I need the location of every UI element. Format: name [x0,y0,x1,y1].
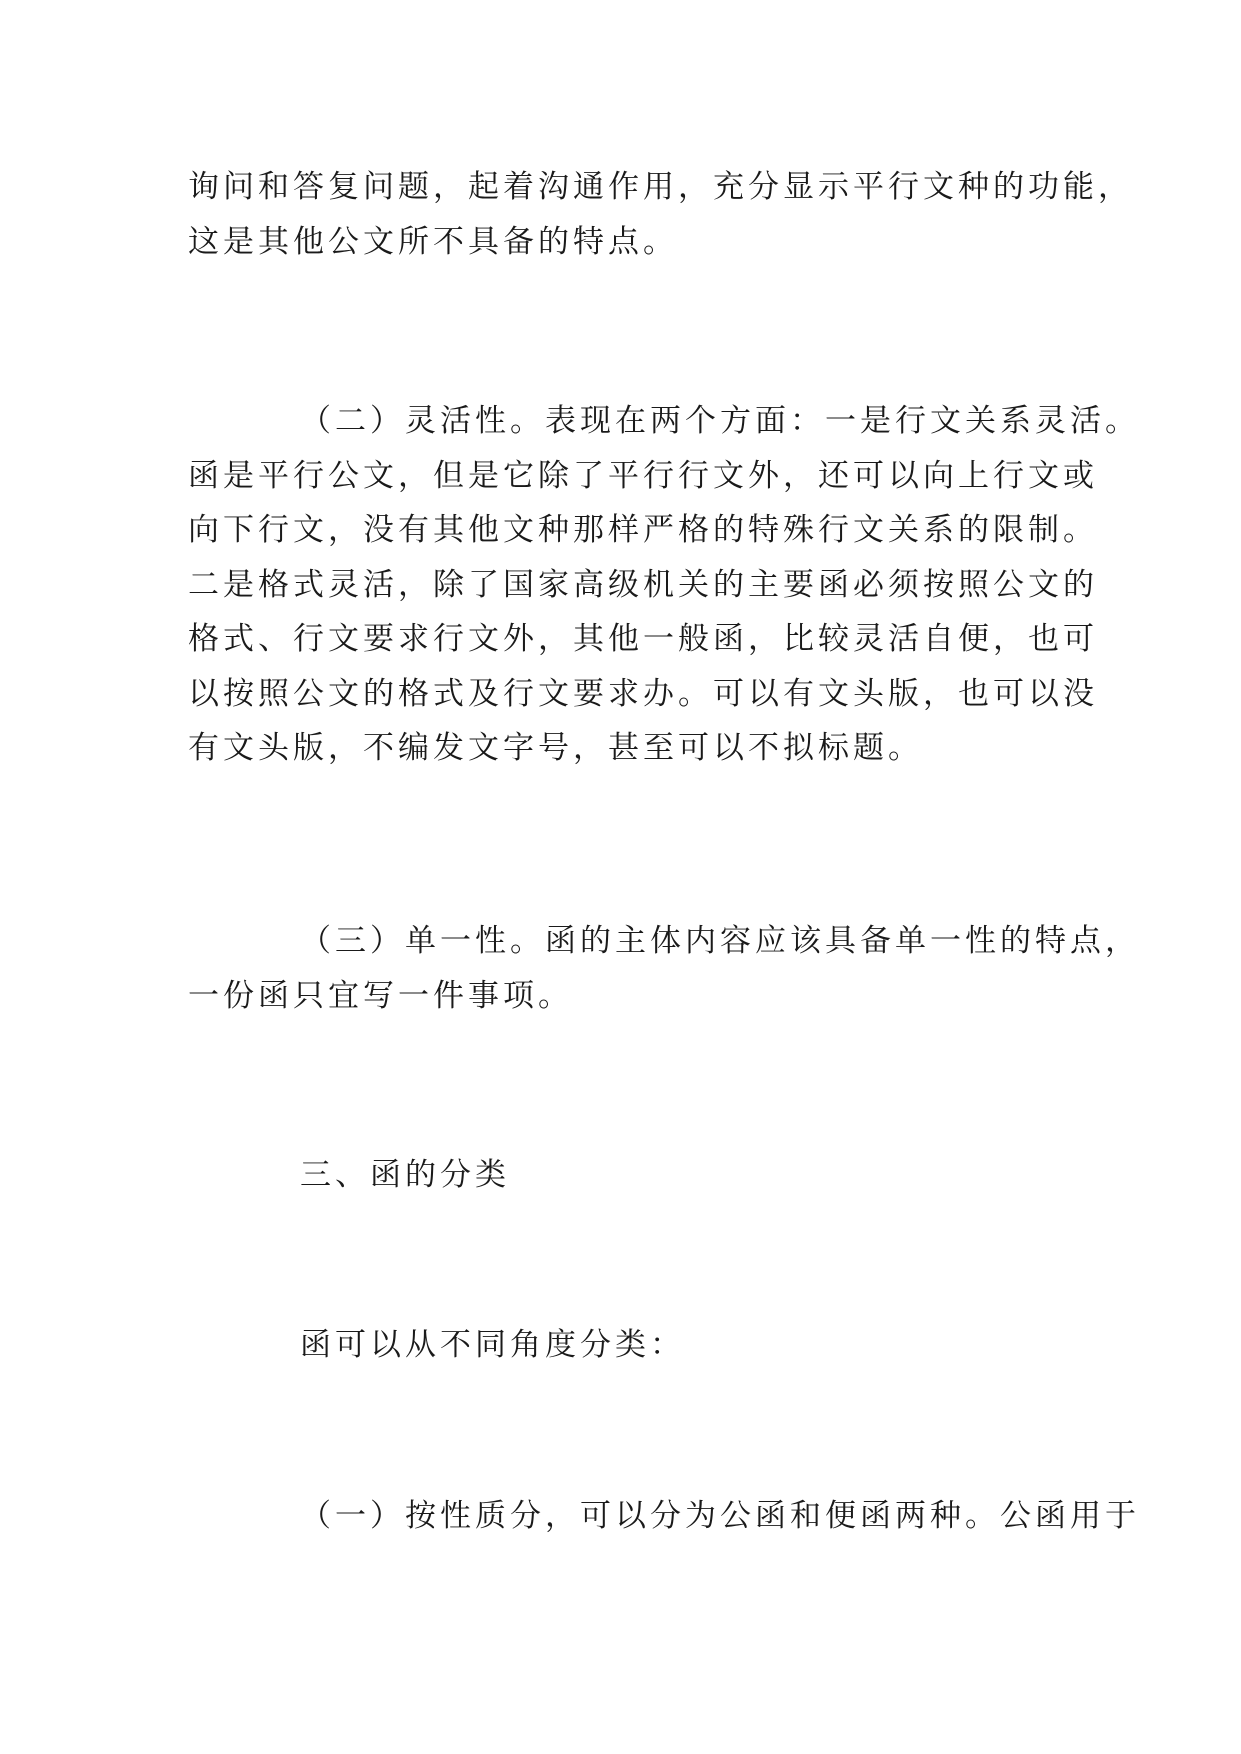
section-heading [188,1148,1058,1203]
text-line: 有文头版，不编发文字号，甚至可以不拟标题。 [188,730,923,766]
text-line: （一）按性质分，可以分为公函和便函两种。公函用于 [300,1498,1140,1534]
text-line: （二）灵活性。表现在两个方面：一是行文关系灵活。 [300,403,1140,439]
text-line: 一份函只宜写一件事项。 [188,977,573,1014]
text-line: 询问和答复问题，起着沟通作用，充分显示平行文种的功能， [188,169,1133,205]
text-line: 函可以从不同角度分类： [300,1327,685,1363]
text-line: 向下行文，没有其他文种那样严格的特殊行文关系的限制。 [188,512,1098,548]
paragraph-communication-function [188,160,1133,269]
heading-text: 三、函的分类 [300,1157,510,1193]
text-line: 以按照公文的格式及行文要求办。可以有文头版，也可以没 [188,675,1098,712]
text-line: 函是平行公文，但是它除了平行行文外，还可以向上行文或 [188,457,1098,494]
text-line: 这是其他公文所不具备的特点。 [188,223,678,260]
paragraph-flexibility [188,394,1140,776]
text-line: 二是格式灵活，除了国家高级机关的主要函必须按照公文的 [188,566,1098,603]
text-line: 格式、行文要求行文外，其他一般函，比较灵活自便，也可 [188,621,1098,657]
paragraph-singularity [188,914,1140,1023]
paragraph-classification-intro [188,1318,1058,1373]
text-line: （三）单一性。函的主体内容应该具备单一性的特点， [300,923,1140,959]
paragraph-by-nature [188,1489,1140,1544]
